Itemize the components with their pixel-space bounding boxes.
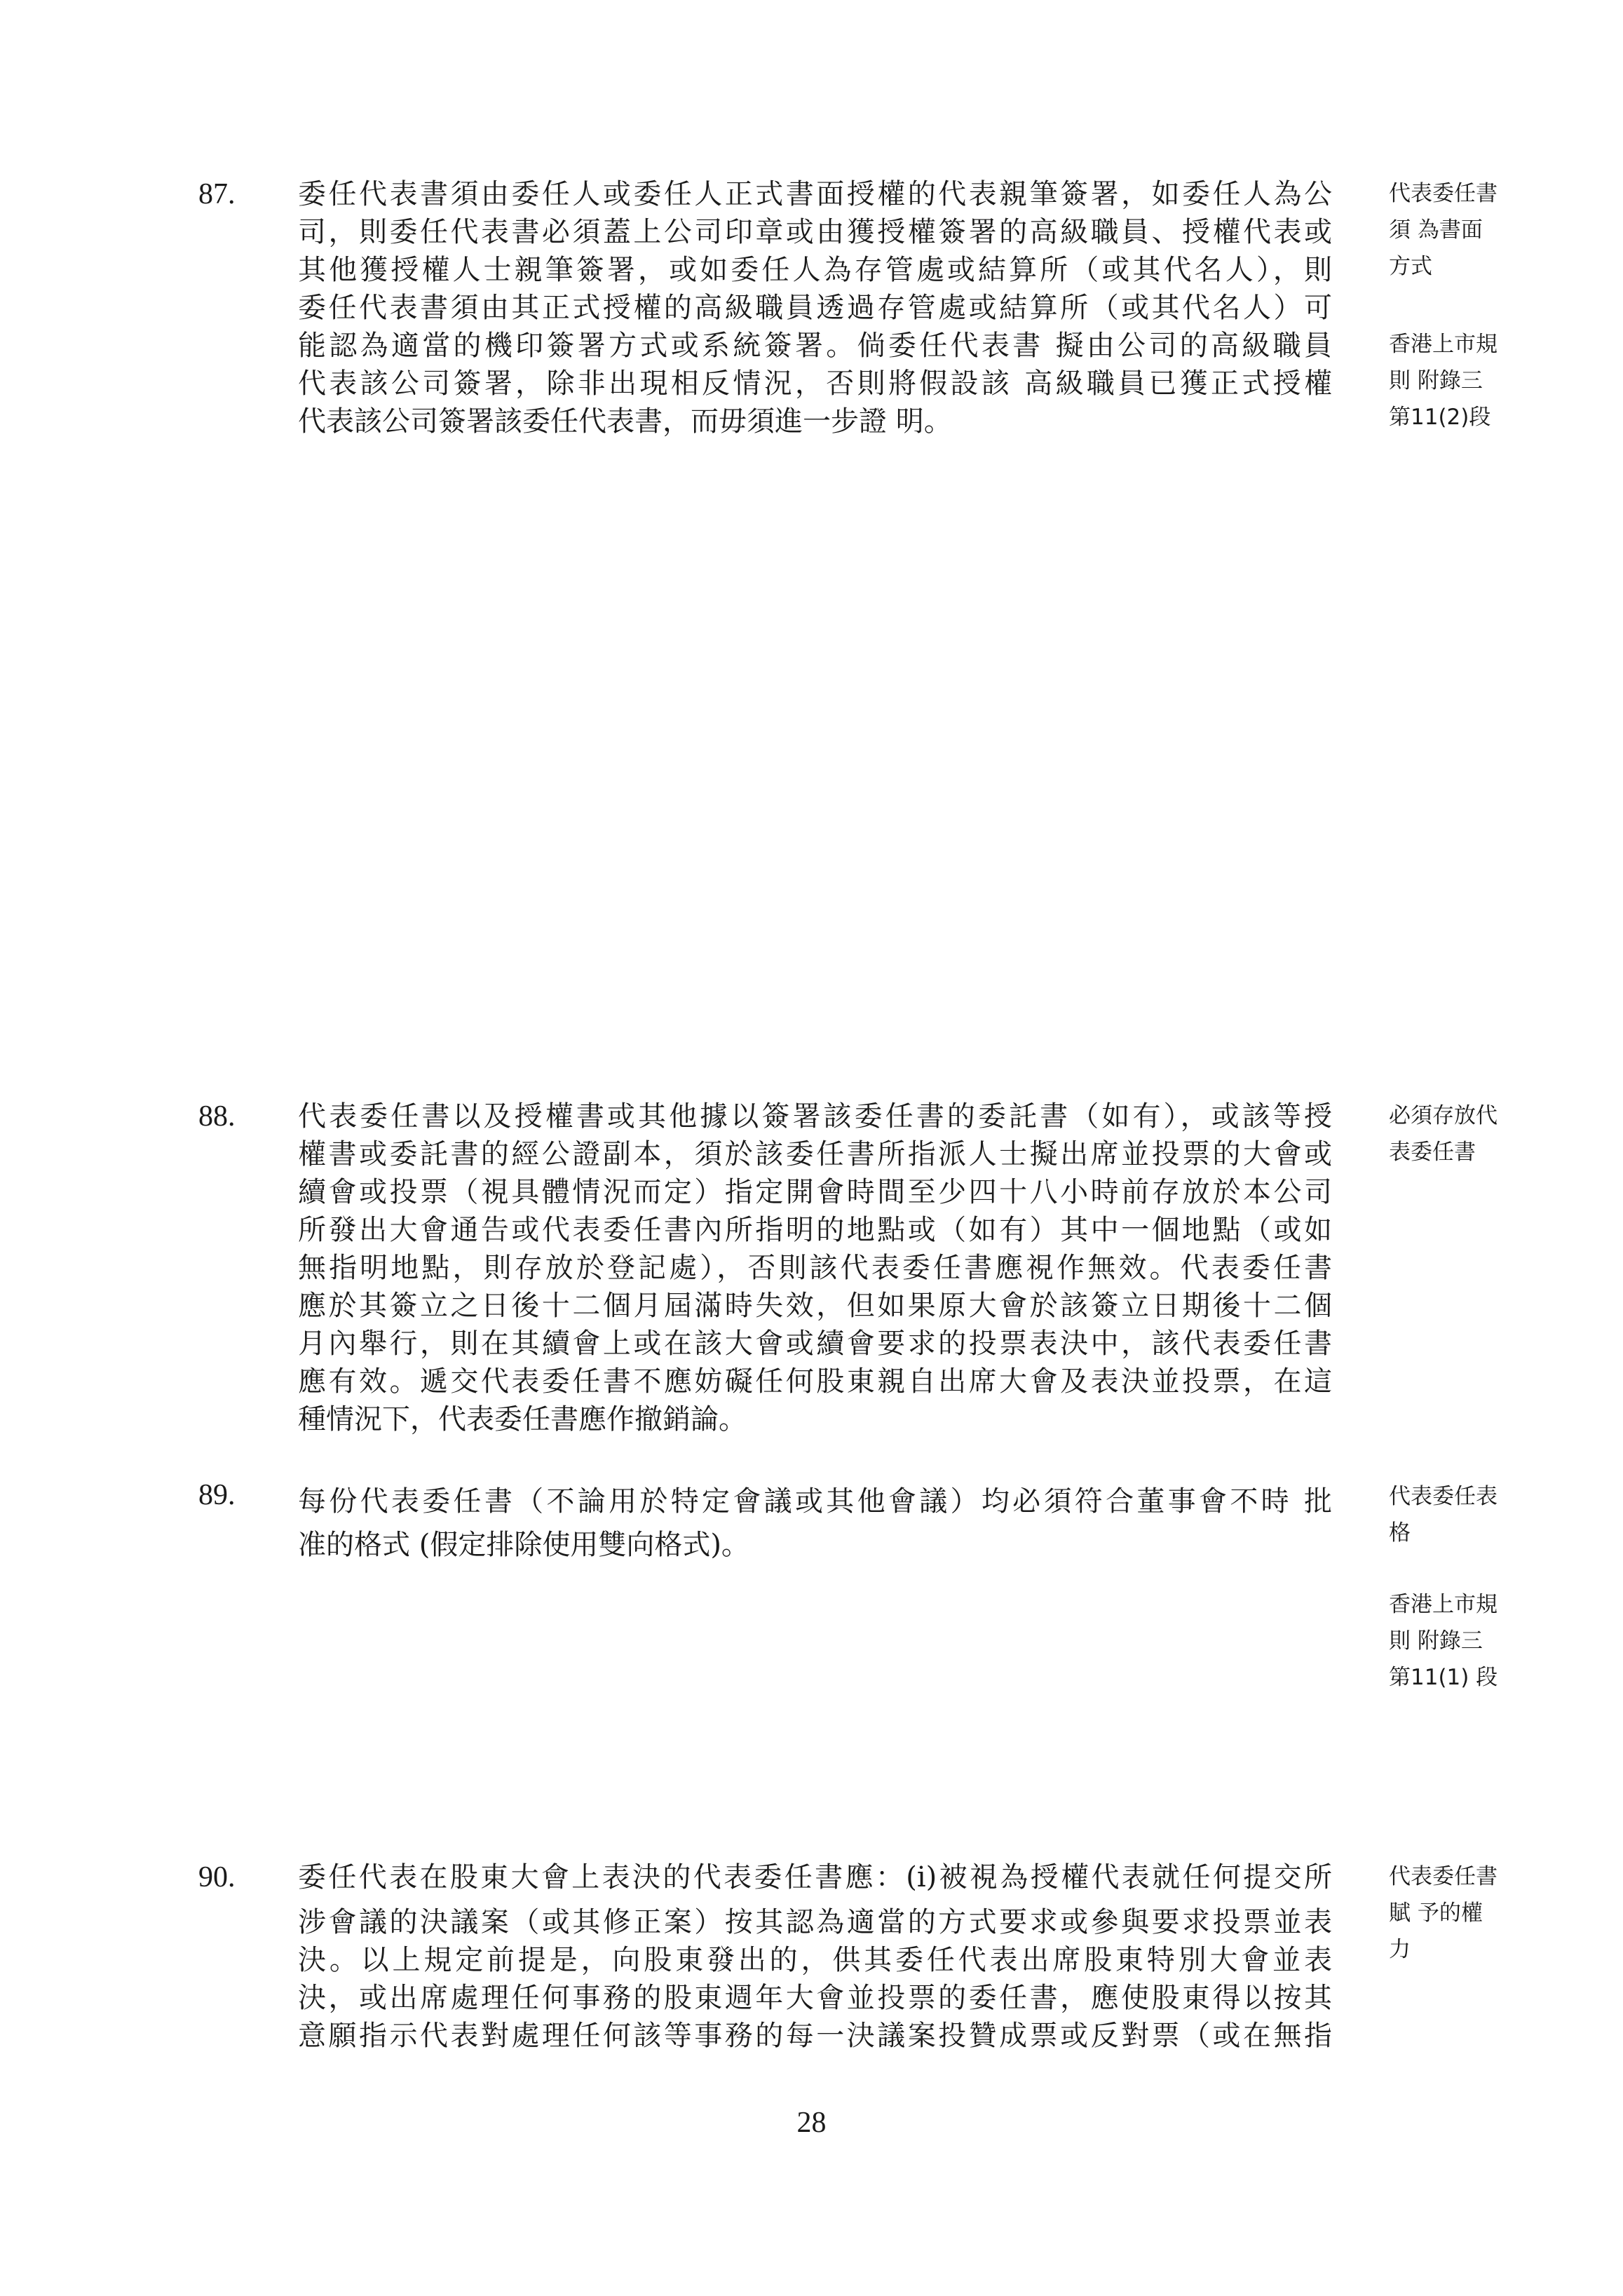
margin-note-line: 第11(2)段 <box>1389 405 1491 430</box>
margin-note-line: 力 <box>1389 1937 1411 1962</box>
text-line: 委任代表在股東大會上表決的代表委任書應：(i)被視為授權代表就任何提交所 <box>298 1861 1332 1893</box>
text-line: 無指明地點，則存放於登記處），否則該代表委任書應視作無效。代表委任書 <box>298 1252 1332 1284</box>
margin-note-line: 則 附錄三 <box>1389 368 1483 393</box>
text-line: 委任代表書須由委任人或委任人正式書面授權的代表親筆簽署，如委任人為公 <box>298 178 1332 210</box>
clause-number-87: 87. <box>198 178 236 210</box>
text-line: 種情況下，代表委任書應作撤銷論。 <box>298 1403 747 1436</box>
margin-note-88-heading <box>1389 1098 1599 1170</box>
clause-text-87 <box>298 175 1332 440</box>
text-line: 代表委任書以及授權書或其他據以簽署該委任書的委託書（如有），或該等授 <box>298 1100 1332 1133</box>
margin-note-line: 代表委任表 <box>1389 1484 1498 1509</box>
margin-note-line: 格 <box>1389 1520 1411 1546</box>
text-line: 月內舉行，則在其續會上或在該大會或續會要求的投票表決中，該代表委任書 <box>298 1328 1332 1360</box>
text-line: 涉會議的決議案（或其修正案）按其認為適當的方式要求或參與要求投票並表 <box>298 1906 1332 1938</box>
clause-number-88: 88. <box>198 1100 236 1133</box>
text-line: 決，或出席處理任何事務的股東週年大會並投票的委任書，應使股東得以按其 <box>298 1982 1332 2014</box>
page-number: 28 <box>796 2107 827 2139</box>
margin-note-line: 香港上市規 <box>1389 332 1498 357</box>
margin-note-line: 第11(1) 段 <box>1389 1665 1498 1690</box>
clause-number-89: 89. <box>198 1479 236 1511</box>
clause-number-90: 90. <box>198 1861 236 1893</box>
text-line: 准的格式 (假定排除使用雙向格式)。 <box>298 1529 749 1561</box>
text-line: 司，則委任代表書必須蓋上公司印章或由獲授權簽署的高級職員、授權代表或 <box>298 216 1332 248</box>
margin-note-line: 表委任書 <box>1389 1140 1476 1165</box>
margin-note-89-reference <box>1389 1586 1599 1696</box>
margin-note-line: 須 為書面 <box>1389 217 1483 243</box>
margin-note-line: 代表委任書 <box>1389 181 1498 206</box>
text-line: 其他獲授權人士親筆簽署，或如委任人為存管處或結算所（或其代名人），則 <box>298 254 1332 286</box>
margin-note-90-heading <box>1389 1858 1599 1968</box>
clause-text-89 <box>298 1480 1332 1567</box>
margin-note-line: 方式 <box>1389 254 1432 279</box>
margin-note-87-reference <box>1389 326 1599 435</box>
text-line: 代表該公司簽署，除非出現相反情況，否則將假設該 高級職員已獲正式授權 <box>298 367 1332 400</box>
text-line: 應有效。遞交代表委任書不應妨礙任何股東親自出席大會及表決並投票，在這 <box>298 1365 1332 1398</box>
margin-note-87-heading <box>1389 175 1599 285</box>
margin-note-89-heading <box>1389 1478 1599 1551</box>
text-line: 所發出大會通告或代表委任書內所指明的地點或（如有）其中一個地點（或如 <box>298 1214 1332 1246</box>
margin-note-line: 則 附錄三 <box>1389 1628 1483 1654</box>
text-line: 每份代表委任書（不論用於特定會議或其他會議）均必須符合董事會不時 批 <box>298 1485 1332 1518</box>
text-line: 意願指示代表對處理任何該等事務的每一決議案投贊成票或反對票（或在無指 <box>298 2020 1332 2052</box>
text-line: 應於其簽立之日後十二個月屆滿時失效，但如果原大會於該簽立日期後十二個 <box>298 1290 1332 1322</box>
text-line: 決。以上規定前提是，向股東發出的，供其委任代表出席股東特別大會並表 <box>298 1944 1332 1976</box>
text-line: 能認為適當的機印簽署方式或系統簽署。倘委任代表書 擬由公司的高級職員 <box>298 330 1332 362</box>
clause-text-90 <box>298 1858 1332 2055</box>
margin-note-line: 必須存放代 <box>1389 1103 1498 1128</box>
text-line: 委任代表書須由其正式授權的高級職員透過存管處或結算所（或其代名人）可 <box>298 292 1332 324</box>
text-line: 續會或投票（視具體情況而定）指定開會時間至少四十八小時前存放於本公司 <box>298 1176 1332 1208</box>
text-line: 代表該公司簽署該委任代表書，而毋須進一步證 明。 <box>298 405 952 438</box>
margin-note-line: 代表委任書 <box>1389 1864 1498 1889</box>
margin-note-line: 香港上市規 <box>1389 1592 1498 1617</box>
margin-note-line: 賦 予的權 <box>1389 1900 1483 1926</box>
clause-text-88 <box>298 1098 1332 1438</box>
text-line: 權書或委託書的經公證副本，須於該委任書所指派人士擬出席並投票的大會或 <box>298 1138 1332 1170</box>
